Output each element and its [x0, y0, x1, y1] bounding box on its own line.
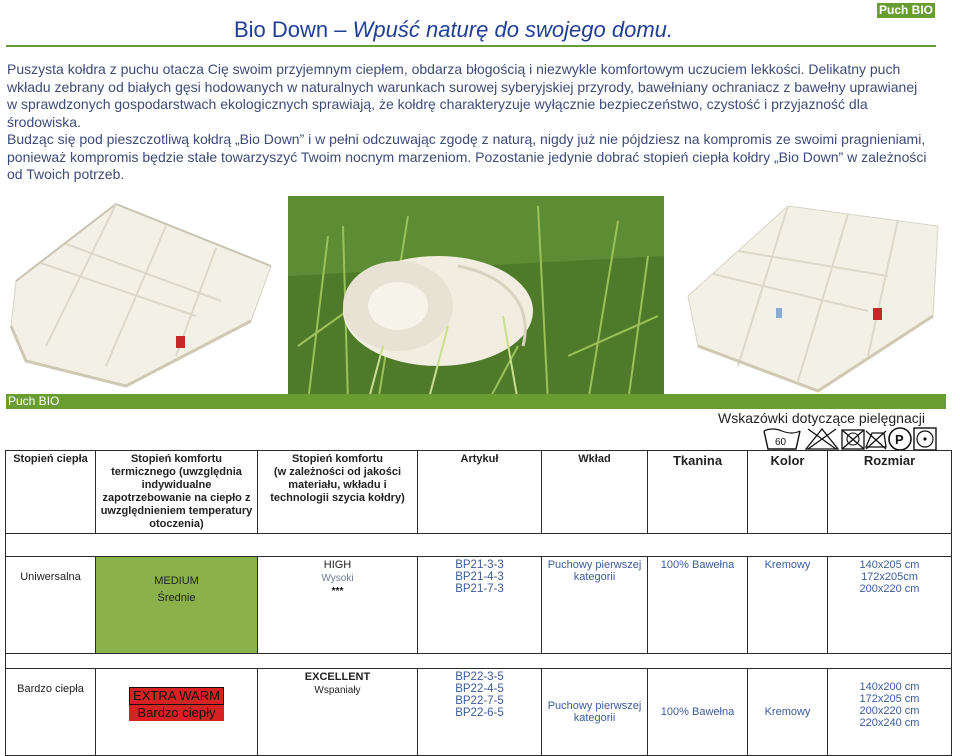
row2-article-3: BP22-7-5: [455, 695, 504, 707]
title-main: Bio Down: [234, 17, 329, 42]
duvet-photo-right: [668, 196, 941, 402]
category-badge: Puch BIO: [878, 3, 933, 17]
row1-articles: [418, 557, 542, 654]
header-warmth: Stopień ciepła: [6, 451, 96, 534]
title-subtitle: Wpuść naturę do swojego domu.: [352, 17, 674, 42]
table-spacer: [6, 534, 952, 557]
page-header: [0, 0, 960, 48]
row1-size-1: 140x205 cm: [859, 559, 920, 571]
no-iron-icon: [866, 431, 886, 449]
intro-text: [7, 61, 927, 184]
tumble-dry-icon: [914, 428, 936, 450]
row2-size-4: 220x240 cm: [859, 717, 920, 729]
wash-60-icon: [764, 429, 800, 449]
row2-article-4: BP22-6-5: [455, 707, 504, 719]
row2-thermal-label: [129, 687, 224, 721]
row1-sizes: [828, 557, 952, 654]
row2-filling: Puchowy pierwszej kategorii: [542, 669, 648, 756]
header-comfort-desc: (w zależności od jakości materiału, wkładu i technologii szycia kołdry): [270, 466, 405, 504]
row1-size-3: 200x220 cm: [859, 583, 920, 595]
row1-fabric: 100% Bawełna: [648, 557, 748, 654]
dry-clean-p-icon: [889, 428, 911, 450]
row1-article-2: BP21-4-3: [455, 571, 504, 583]
section-badge: Puch BIO: [6, 394, 946, 409]
row1-warmth: Uniwersalna: [6, 557, 96, 654]
row2-color: Kremowy: [748, 669, 828, 756]
page-title: [234, 17, 673, 43]
spec-table: [5, 450, 952, 756]
row2-warmth: Bardzo ciepła: [6, 669, 96, 756]
row2-article-1: BP22-3-5: [455, 671, 504, 683]
product-photos: [6, 196, 941, 402]
no-tumble-dry-icon: [842, 430, 864, 449]
row1-comfort-main: HIGH: [323, 559, 352, 571]
svg-text:60: 60: [775, 437, 787, 448]
care-icons: [762, 425, 938, 453]
row1-article-3: BP21-7-3: [455, 583, 504, 595]
spacer-cell: [6, 654, 952, 669]
row1-filling: Puchowy pierwszej kategorii: [542, 557, 648, 654]
intro-paragraph-2: Budząc się pod pieszczotliwą kołdrą „Bio Down” i w pełni odczuwając zgodę z naturą, nigdy już nie pójdziesz na kompromis ze swoimi pragnieniami, ponieważ kompromis będzie stałe towarzyszyć Twoim nocnym marzeniom. Pozostanie jedynie dobrać stopień ciepła kołdry „Bio Down” w zależności od Twoich potrzeb.: [7, 131, 927, 182]
row2-comfort-main: EXCELLENT: [304, 671, 371, 683]
row2-comfort: [258, 669, 418, 756]
header-size: Rozmiar: [828, 451, 952, 534]
duvet-photo-left: [6, 196, 284, 402]
header-filling: Wkład: [542, 451, 648, 534]
header-color: Kolor: [748, 451, 828, 534]
row2-thermal: [96, 669, 258, 756]
row2-article-2: BP22-4-5: [455, 683, 504, 695]
row2-thermal-sub: Bardzo ciepły: [129, 705, 224, 721]
row1-color: Kremowy: [748, 557, 828, 654]
title-dash: –: [328, 17, 353, 42]
duvet-grass-photo: [288, 196, 664, 402]
row1-comfort: [258, 557, 418, 654]
table-header-row: [6, 451, 952, 534]
row1-thermal: [96, 557, 258, 654]
row1-thermal-sub: Średnie: [157, 592, 196, 604]
header-fabric: Tkanina: [648, 451, 748, 534]
row2-size-3: 200x220 cm: [859, 705, 920, 717]
header-thermal-comfort: Stopień komfortu termicznego (uwzględnia indywidualne zapotrzebowanie na ciepło z uwzględnieniem temperatury otoczenia): [96, 451, 258, 534]
row2-size-1: 140x200 cm: [859, 681, 920, 693]
row1-thermal-main: MEDIUM: [154, 575, 199, 587]
row2-size-2: 172x205 cm: [859, 693, 920, 705]
row1-comfort-stars: ***: [331, 586, 344, 597]
header-article: Artykuł: [418, 451, 542, 534]
care-title: Wskazówki dotyczące pielęgnacji: [718, 410, 925, 426]
table-row: [6, 669, 952, 756]
svg-text:P: P: [895, 432, 904, 447]
row2-fabric: 100% Bawełna: [648, 669, 748, 756]
header-comfort: [258, 451, 418, 534]
row2-articles: [418, 669, 542, 756]
no-bleach-icon: [806, 429, 838, 449]
row1-article-1: BP21-3-3: [455, 559, 504, 571]
row2-sizes: [828, 669, 952, 756]
spacer-cell: [6, 534, 952, 557]
header-comfort-title: Stopień komfortu: [291, 453, 384, 465]
row1-comfort-sub: Wysoki: [321, 573, 354, 584]
intro-paragraph-1: Puszysta kołdra z puchu otacza Cię swoim przyjemnym ciepłem, obdarza błogością i niezwykle komfortowym uczuciem lekkości. Delikatny puch wkładu zebrany od białych gęsi hodowanych w naturalnych warunkach surowej syberyjskiej przyrody, bawełniany ochraniacz z bawełny uprawianej w sprawdzonych gospodarstwach ekologicznych sprawiają, że kołdrę charakteryzuje wyłącznie bezpieczeństwo, czystość i przyjazność dla środowiska.: [7, 61, 918, 130]
table-row: [6, 557, 952, 654]
table-spacer: [6, 654, 952, 669]
row2-comfort-sub: Wspaniały: [314, 685, 361, 696]
row2-thermal-main: EXTRA WARM: [129, 687, 224, 705]
header-divider: [6, 45, 936, 47]
row1-size-2: 172x205cm: [861, 571, 918, 583]
